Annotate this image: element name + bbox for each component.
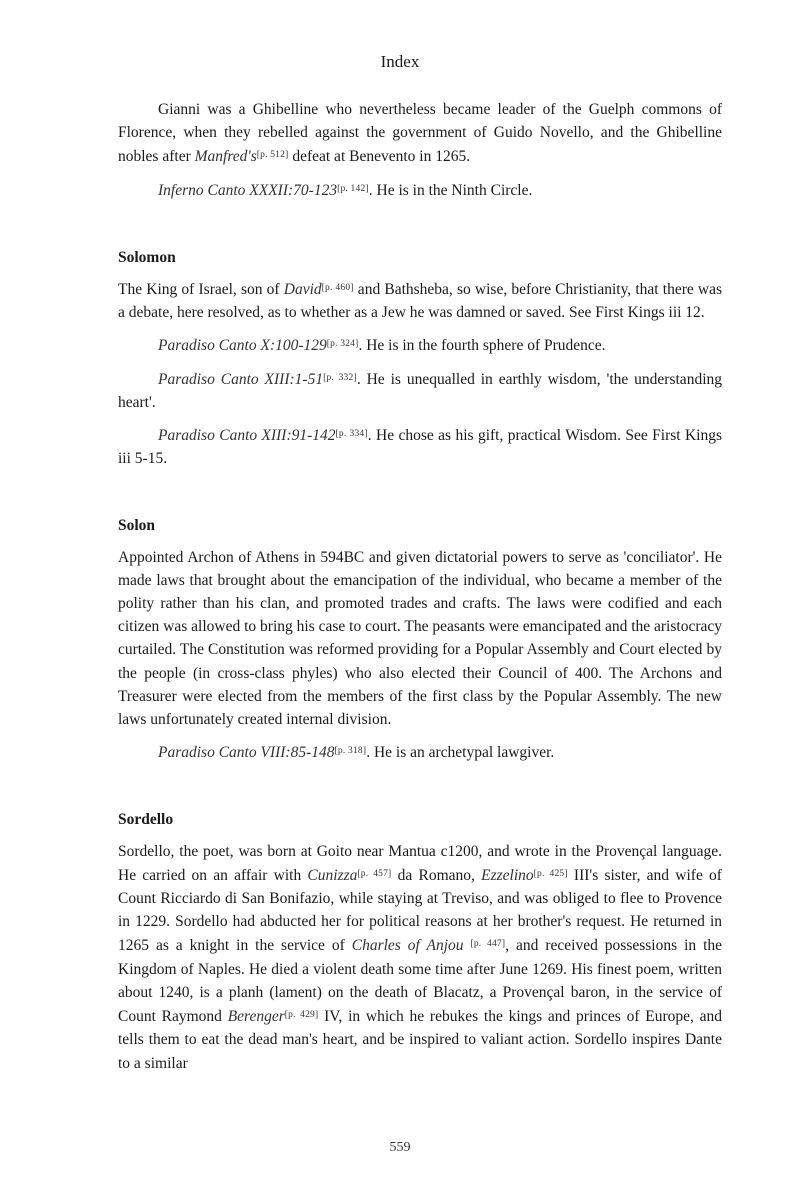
page-ref[interactable]: [p. 142] [337,183,369,194]
page-ref[interactable]: [p. 429] [284,1010,319,1021]
page-ref[interactable]: [p. 334] [335,429,368,440]
david-link[interactable]: David [283,281,322,299]
berenger-link[interactable]: Berenger [227,1008,285,1026]
page-ref[interactable]: [p. 332] [323,372,357,383]
page-ref[interactable]: [p. 447] [470,939,506,950]
page-body [118,98,722,1075]
page-ref[interactable]: [p. 318] [334,746,367,757]
sordello-paragraph: Sordello, the poet, was born at Goito near Mantua c1200, and wrote in the Provençal language. He carried on an affair with Cunizza[p. 457] da Romano, Ezzelino[p. 425] III's sister, and wife of Count Ricciardo di San Bonifazio, while staying at Treviso, and was obliged to flee to Provence in 1229. Sordello had abducted her for political reasons at her brother's request. He returned in 1265 as a knight in the service of Charles of Anjou [p. 447], and received possessions in the Kingdom of Naples. He died a violent death some time after June 1269. His finest poem, written about 1240, is a planh (lament) on the death of Blacatz, a Provençal baron, in the service of Count Raymond Berenger[p. 429] IV, in which he rebukes the kings and princes of Europe, and tells them to eat the dead man's heart, and be inspired to valiant action. Sordello inspires Dante to a similar [118,842,723,1072]
manfred-link[interactable]: Manfred's [194,148,257,166]
citation-link[interactable]: Paradiso Canto X:100-129 [158,337,327,355]
citation-link[interactable]: Paradiso Canto VIII:85-148 [158,744,335,762]
running-header: Index [380,52,420,71]
page-number: 559 [389,1140,411,1155]
cunizza-link[interactable]: Cunizza [307,866,358,884]
page-ref[interactable]: [p. 425] [533,868,568,879]
entry-heading-sordello: Sordello [118,811,174,829]
solon-citation: Paradiso Canto VIII:85-148[p. 318]. He is an archetypal lawgiver. [158,744,555,762]
page-ref[interactable]: [p. 457] [357,868,392,879]
citation-link[interactable]: Paradiso Canto XIII:1-51 [158,370,324,388]
gianni-citation: Inferno Canto XXXII:70-123[p. 142]. He is in the Ninth Circle. [158,181,533,199]
citation-link[interactable]: Inferno Canto XXXII:70-123 [158,181,338,199]
solomon-citation-1: Paradiso Canto X:100-129[p. 324]. He is in the fourth sphere of Prudence. [158,337,606,355]
page-ref[interactable]: [p. 324] [326,339,359,350]
citation-link[interactable]: Paradiso Canto XIII:91-142 [158,427,336,445]
solomon-paragraph: The King of Israel, son of David[p. 460] and Bathsheba, so wise, before Christianity, that there was a debate, here resolved, as to whether as a Jew he was damned or saved. See First Kings iii 12. [118,281,723,322]
solomon-citation-2: Paradiso Canto XIII:1-51[p. 332]. He is unequalled in earthly wisdom, 'the understanding heart'. [118,370,722,411]
entry-heading-solon: Solon [118,517,156,535]
page-ref[interactable]: [p. 512] [256,150,289,161]
solon-paragraph: Appointed Archon of Athens in 594BC and given dictatorial powers to serve as 'conciliator'. He made laws that brought about the emancipation of the individual, who became a member of the polity rather than his clan, and promoted trades and crafts. The laws were codified and each citizen was allowed to bring his case to court. The peasants were emancipated and the aristocracy curtailed. The Constitution was reformed providing for a Popular Assembly and Court elected by the people (in cross-class phyles) who also elected their Council of 400. The Archons and Treasurer were elected from the members of the first class by the Popular Assembly. The new laws unfortunately created internal division. [118,548,722,729]
page-ref[interactable]: [p. 460] [321,283,354,294]
ezzelino-link[interactable]: Ezzelino [481,866,534,884]
solomon-citation-3: Paradiso Canto XIII:91-142[p. 334]. He chose as his gift, practical Wisdom. See First Kings iii 5-15. [118,427,722,468]
gianni-paragraph: Gianni was a Ghibelline who nevertheless became leader of the Guelph commons of Florence, when they rebelled against the government of Guido Novello, and the Ghibelline nobles after Manfred's[p. 512] defeat at Benevento in 1265. [118,101,722,166]
entry-heading-solomon: Solomon [118,248,176,266]
charles-of-anjou-link[interactable]: Charles of Anjou [351,937,464,955]
